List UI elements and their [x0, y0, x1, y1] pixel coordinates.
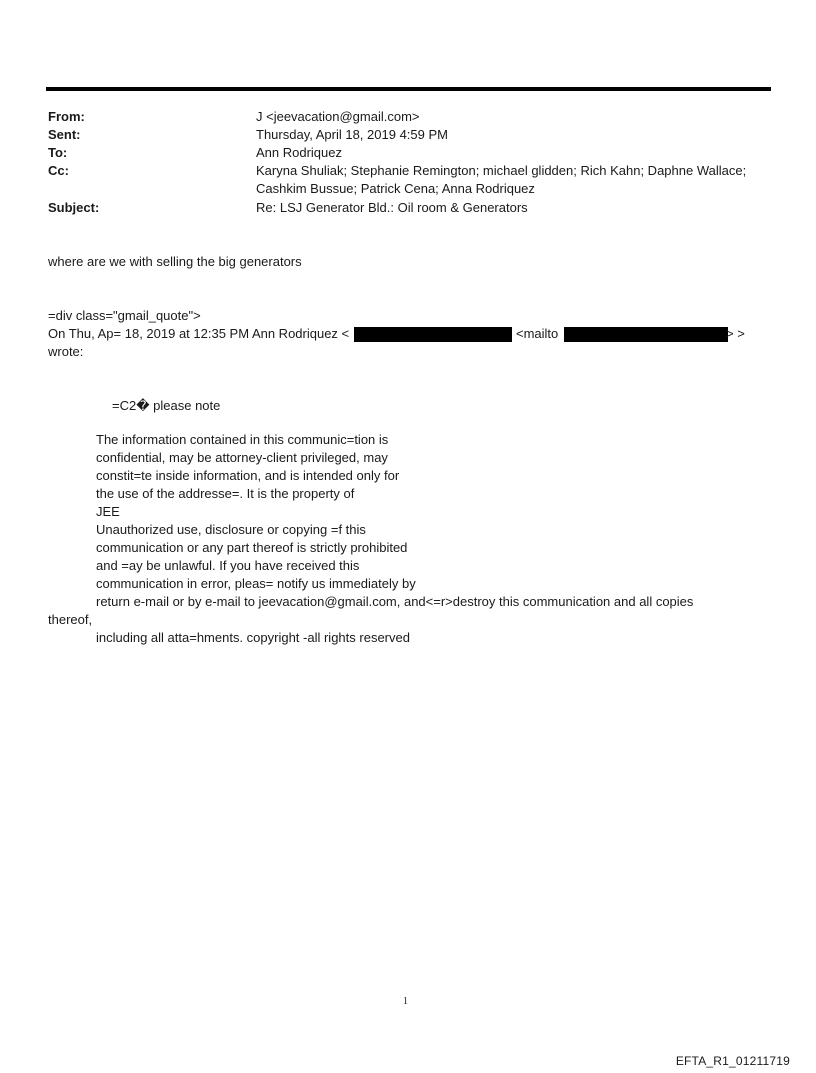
to-label: To: [48, 145, 68, 160]
quote-intro-start: On Thu, Ap= 18, 2019 at 12:35 PM Ann Rodriquez < [48, 326, 350, 341]
subject-value: Re: LSJ Generator Bld.: Oil room & Generators [256, 200, 528, 215]
redaction-block [354, 327, 512, 342]
quote-div-text: =div class="gmail_quote"> [48, 308, 201, 323]
disclaimer-line: return e-mail or by e-mail to jeevacation@gmail.com, and<=r>destroy this communication and all copies [96, 594, 694, 609]
to-value: Ann Rodriquez [256, 145, 342, 160]
quote-intro-end: > > [726, 326, 745, 341]
disclaimer-last-line: including all atta=hments. copyright -all rights reserved [96, 630, 410, 645]
cc-value-line1: Karyna Shuliak; Stephanie Remington; michael glidden; Rich Kahn; Daphne Wallace; [256, 163, 747, 178]
from-label: From: [48, 109, 85, 124]
disclaimer-line: and =ay be unlawful. If you have received this [96, 558, 360, 573]
subject-label: Subject: [48, 200, 100, 215]
document-id: EFTA_R1_01211719 [675, 1054, 790, 1068]
page-number: 1 [403, 996, 408, 1007]
redaction-block [564, 327, 728, 342]
sent-label: Sent: [48, 127, 81, 142]
disclaimer-line: JEE [96, 504, 120, 519]
disclaimer-line: communication or any part thereof is strictly prohibited [96, 540, 408, 555]
message-text: where are we with selling the big generators [48, 254, 302, 269]
disclaimer-line: confidential, may be attorney-client privileged, may [96, 450, 388, 465]
cc-label: Cc: [48, 163, 69, 178]
disclaimer-line: The information contained in this communic=tion is [96, 432, 389, 447]
disclaimer-line: constit=te inside information, and is intended only for [96, 468, 400, 483]
quote-intro-mailto: <mailto [516, 326, 559, 341]
disclaimer-wrap-line: thereof, [48, 612, 93, 627]
disclaimer-line: Unauthorized use, disclosure or copying =f this [96, 522, 366, 537]
note-line: =C2� please note [112, 398, 221, 413]
sent-value: Thursday, April 18, 2019 4:59 PM [256, 127, 448, 142]
from-value: J <jeevacation@gmail.com> [256, 109, 420, 124]
header-rule [46, 87, 771, 91]
disclaimer-line: communication in error, pleas= notify us immediately by [96, 576, 416, 591]
disclaimer-line: the use of the addresse=. It is the property of [96, 486, 355, 501]
quote-wrote-text: wrote: [48, 344, 84, 359]
cc-value-line2: Cashkim Bussue; Patrick Cena; Anna Rodriquez [256, 181, 535, 196]
